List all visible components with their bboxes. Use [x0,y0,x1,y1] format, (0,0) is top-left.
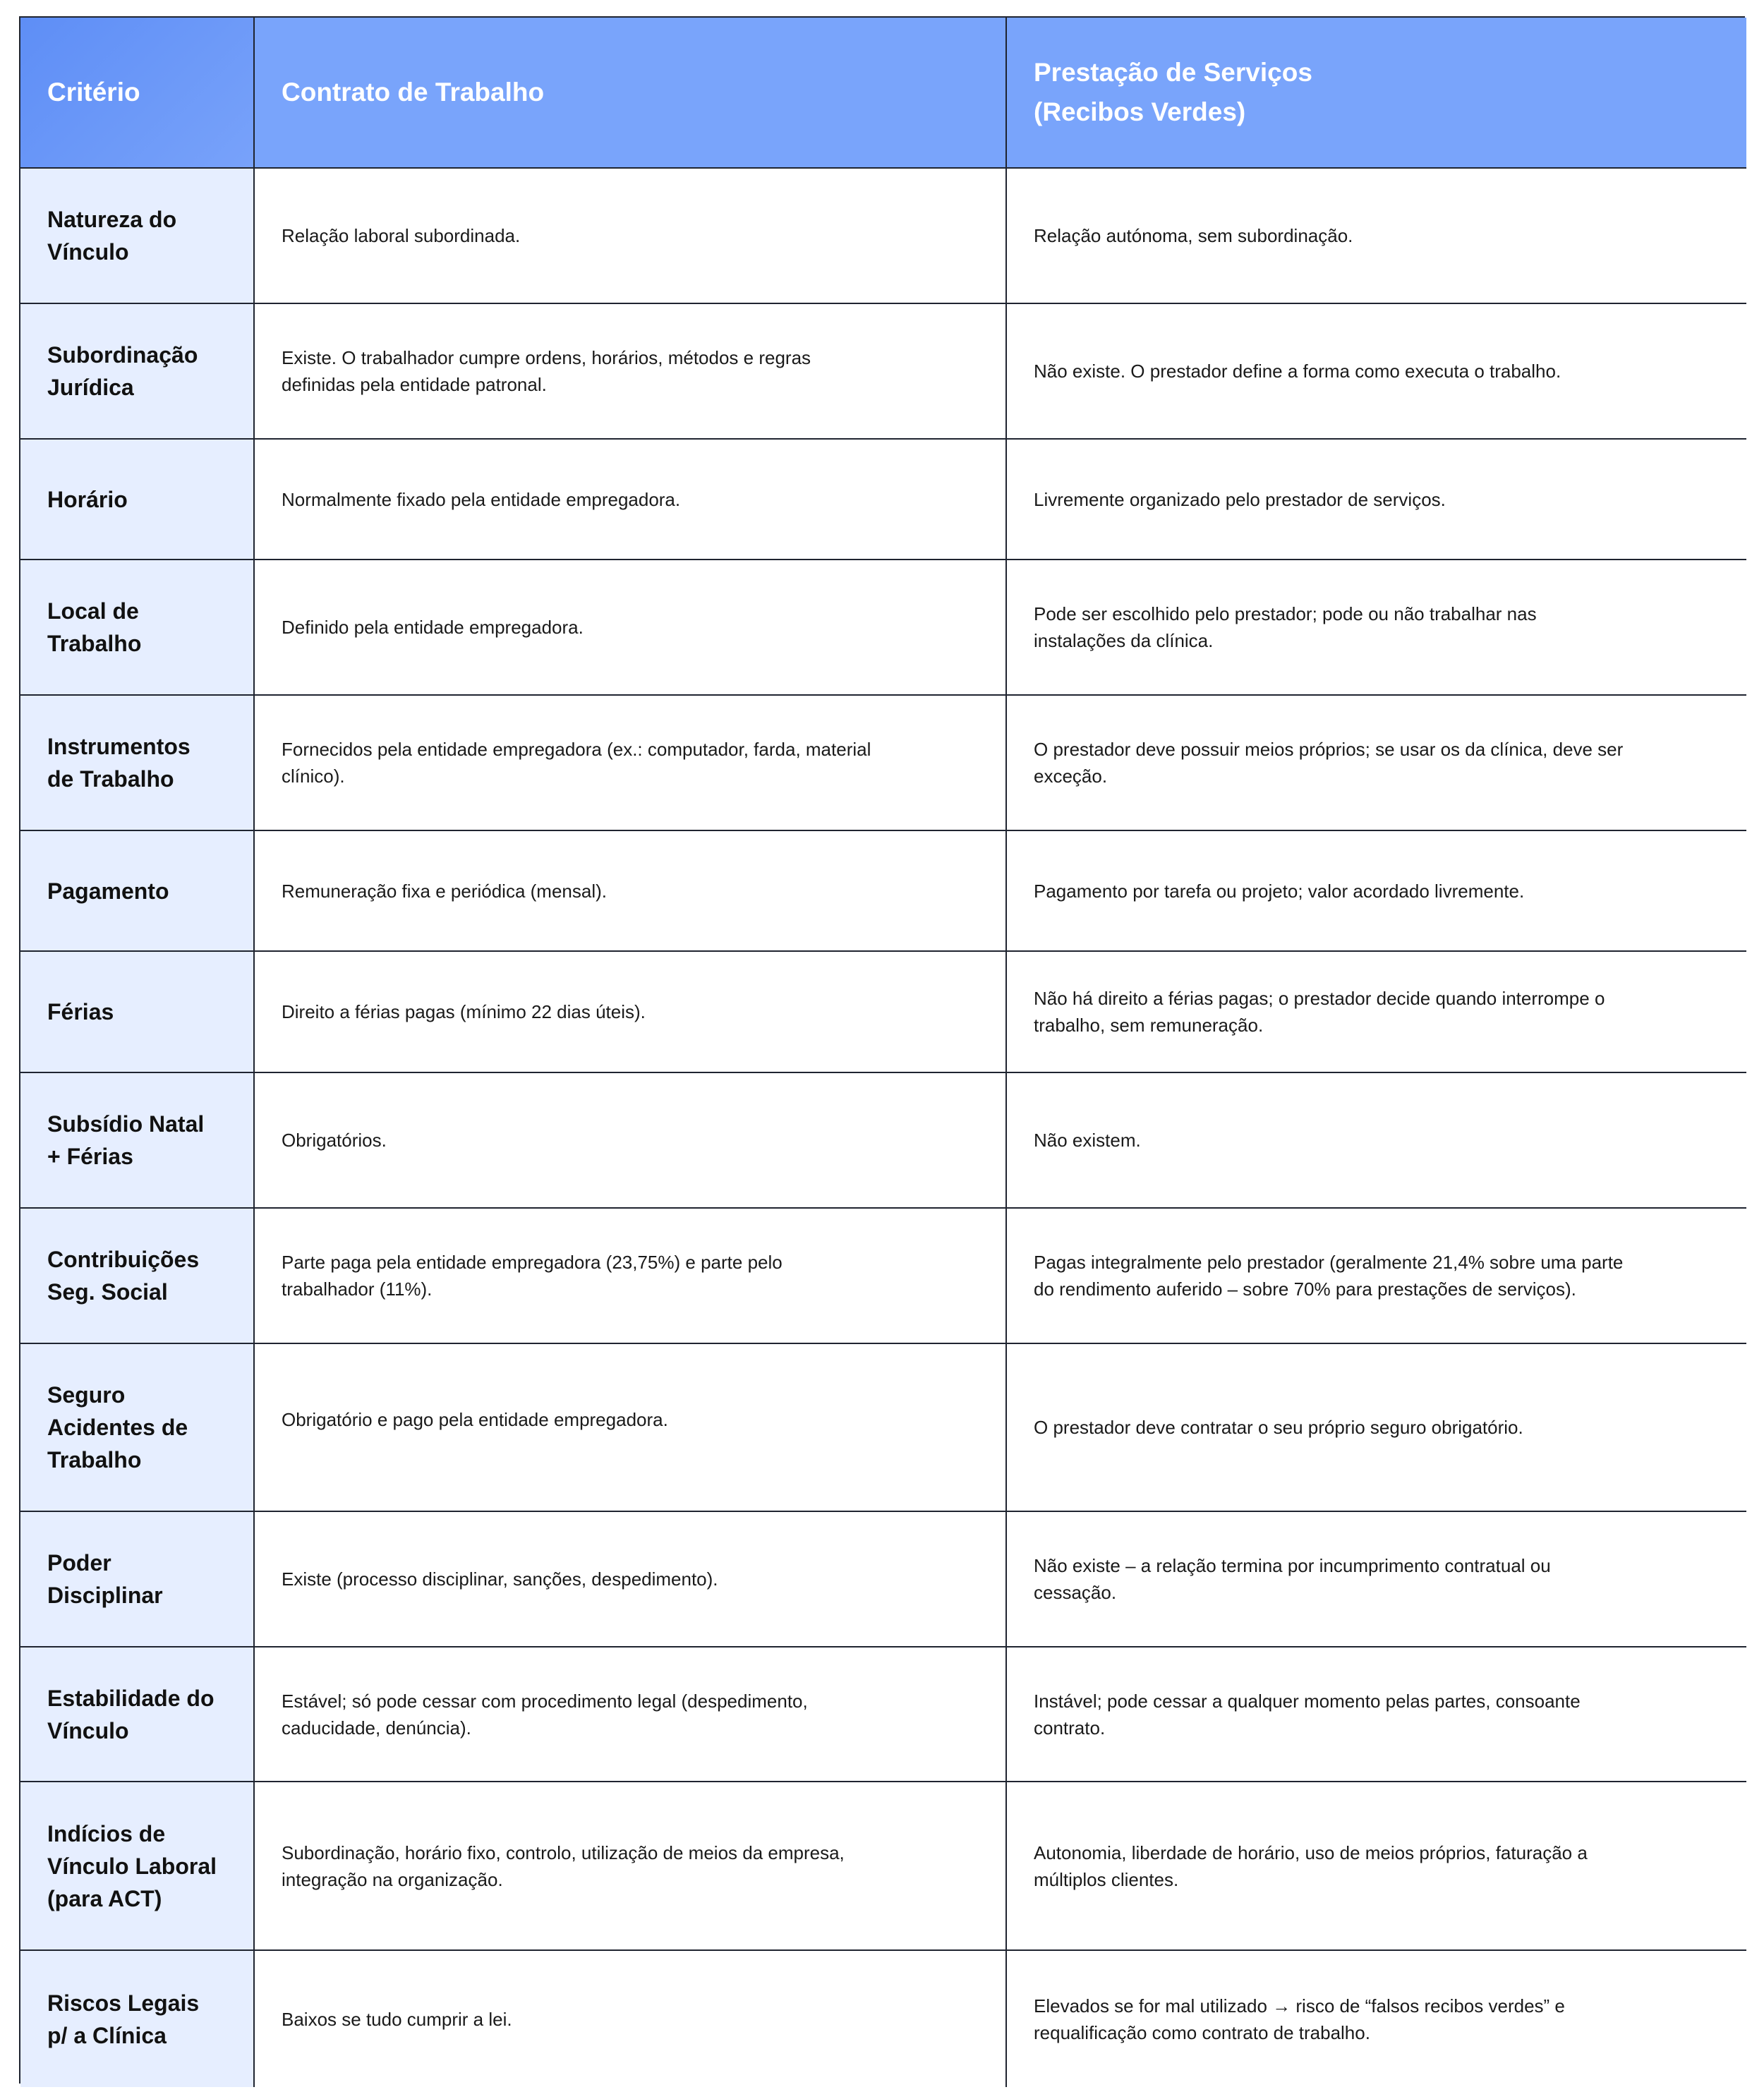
contrato-cell [255,1073,1007,1209]
contrato-text: Obrigatório e pago pela entidade empregadora. [282,1409,668,1430]
prestacao-text: O prestador deve contratar o seu próprio seguro obrigatório. [1034,1417,1523,1438]
contrato-cell [255,1209,1007,1344]
prestacao-cell [1007,1951,1746,2087]
criterion-cell [20,1344,255,1512]
criterion-label: Estabilidade do Vínculo [47,1685,215,1743]
prestacao-text: Autonomia, liberdade de horário, uso de meios próprios, faturação a múltiplos clientes. [1034,1842,1588,1890]
criterion-label: Poder Disciplinar [47,1550,163,1608]
criterion-cell [20,1782,255,1951]
contrato-cell [255,952,1007,1073]
contrato-cell [255,440,1007,560]
prestacao-text: Elevados se for mal utilizado → risco de “falsos recibos verdes” e requalificação como contrato de trabalho. [1034,1995,1565,2043]
criterion-label: Indícios de Vínculo Laboral (para ACT) [47,1820,217,1911]
contrato-text: Subordinação, horário fixo, controlo, utilização de meios da empresa, integração na organização. [282,1842,845,1890]
contrato-text: Obrigatórios. [282,1130,387,1151]
header-contrato [255,18,1007,169]
criterion-cell [20,696,255,831]
prestacao-cell [1007,1073,1746,1209]
criterion-cell [20,952,255,1073]
criterion-cell [20,831,255,952]
prestacao-text: Pode ser escolhido pelo prestador; pode ou não trabalhar nas instalações da clínica. [1034,603,1537,651]
prestacao-text: Não existe – a relação termina por incumprimento contratual ou cessação. [1034,1555,1551,1603]
header-prestacao-sublabel: (Recibos Verdes) [1034,97,1246,126]
contrato-text: Remuneração fixa e periódica (mensal). [282,880,607,902]
contrato-cell [255,1951,1007,2087]
prestacao-cell [1007,304,1746,440]
comparison-table [19,16,1745,2084]
contrato-text: Estável; só pode cessar com procedimento legal (despedimento, caducidade, denúncia). [282,1690,808,1739]
contrato-cell [255,169,1007,304]
prestacao-text: Instável; pode cessar a qualquer momento pelas partes, consoante contrato. [1034,1690,1581,1739]
criterion-cell [20,169,255,304]
criterion-cell [20,304,255,440]
contrato-cell [255,1512,1007,1647]
prestacao-text: Não há direito a férias pagas; o prestador decide quando interrompe o trabalho, sem remuneração. [1034,988,1605,1036]
prestacao-cell [1007,1344,1746,1512]
criterion-label: Riscos Legais p/ a Clínica [47,1990,200,2048]
criterion-label: Subsídio Natal + Férias [47,1111,205,1169]
header-contrato-label: Contrato de Trabalho [282,78,545,107]
prestacao-text: Pagas integralmente pelo prestador (geralmente 21,4% sobre uma parte do rendimento auferido – sobre 70% para prestações de serviços). [1034,1252,1624,1300]
prestacao-cell [1007,169,1746,304]
contrato-cell [255,1647,1007,1782]
prestacao-text: Não existem. [1034,1130,1141,1151]
criterion-label: Subordinação Jurídica [47,342,198,400]
contrato-cell [255,1344,1007,1512]
criterion-label: Local de Trabalho [47,598,142,656]
prestacao-cell [1007,1209,1746,1344]
prestacao-cell [1007,831,1746,952]
criterion-cell [20,560,255,696]
prestacao-cell [1007,1782,1746,1951]
prestacao-text: Não existe. O prestador define a forma como executa o trabalho. [1034,361,1561,382]
prestacao-text: Livremente organizado pelo prestador de serviços. [1034,488,1446,510]
contrato-cell [255,304,1007,440]
prestacao-text: Relação autónoma, sem subordinação. [1034,225,1353,246]
header-prestacao-label: Prestação de Serviços [1034,58,1312,87]
prestacao-cell [1007,952,1746,1073]
contrato-text: Existe (processo disciplinar, sanções, despedimento). [282,1568,718,1590]
criterion-cell [20,1647,255,1782]
criterion-label: Férias [47,999,114,1024]
prestacao-text: Pagamento por tarefa ou projeto; valor acordado livremente. [1034,880,1525,902]
criterion-label: Seguro Acidentes de Trabalho [47,1382,188,1473]
criterion-label: Horário [47,486,128,512]
header-prestacao [1007,18,1746,169]
criterion-label: Instrumentos de Trabalho [47,734,191,792]
contrato-cell [255,831,1007,952]
prestacao-cell [1007,1647,1746,1782]
contrato-text: Relação laboral subordinada. [282,225,521,246]
contrato-cell [255,560,1007,696]
prestacao-text: O prestador deve possuir meios próprios; se usar os da clínica, deve ser exceção. [1034,739,1624,787]
criterion-label: Contribuições Seg. Social [47,1247,200,1305]
criterion-cell [20,1209,255,1344]
criterion-cell [20,440,255,560]
prestacao-cell [1007,560,1746,696]
criterion-label: Natureza do Vínculo [47,207,177,265]
prestacao-cell [1007,1512,1746,1647]
contrato-text: Definido pela entidade empregadora. [282,617,584,638]
header-criterio [20,18,255,169]
contrato-text: Parte paga pela entidade empregadora (23,75%) e parte pelo trabalhador (11%). [282,1252,783,1300]
contrato-text: Fornecidos pela entidade empregadora (ex.: computador, farda, material clínico). [282,739,871,787]
contrato-cell [255,696,1007,831]
criterion-cell [20,1512,255,1647]
criterion-cell [20,1073,255,1209]
contrato-text: Direito a férias pagas (mínimo 22 dias úteis). [282,1001,646,1022]
criterion-cell [20,1951,255,2087]
contrato-text: Existe. O trabalhador cumpre ordens, horários, métodos e regras definidas pela entidade patronal. [282,347,811,395]
prestacao-cell [1007,696,1746,831]
prestacao-cell [1007,440,1746,560]
header-criterio-label: Critério [47,78,140,107]
contrato-text: Baixos se tudo cumprir a lei. [282,2008,512,2030]
contrato-text: Normalmente fixado pela entidade empregadora. [282,488,681,510]
contrato-cell [255,1782,1007,1951]
criterion-label: Pagamento [47,878,169,904]
